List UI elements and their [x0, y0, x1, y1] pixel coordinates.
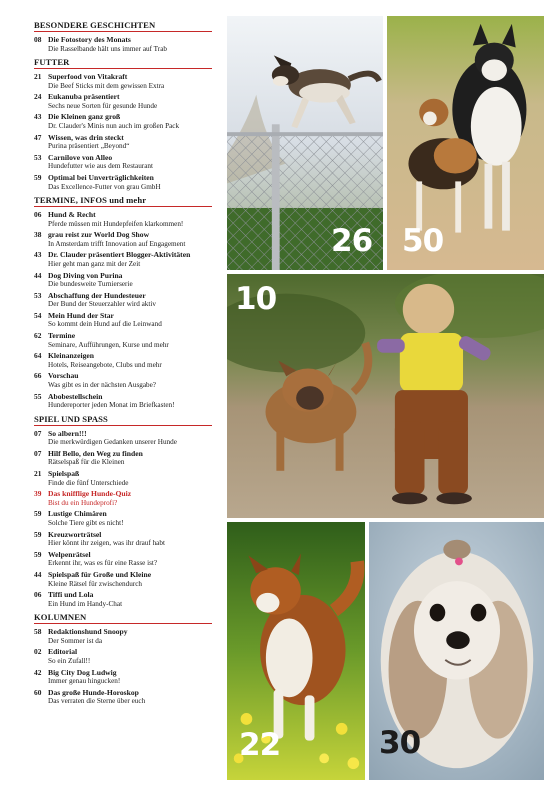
- page-number: 43: [34, 250, 42, 260]
- page-number: 43: [34, 112, 42, 122]
- entry-subtitle: Dr. Clauder's Minis nun auch im großen Pack: [48, 121, 180, 130]
- toc-entry[interactable]: [34, 113, 212, 130]
- toc-entry[interactable]: [34, 669, 212, 686]
- page-number: 08: [34, 35, 42, 44]
- toc-entry[interactable]: [34, 470, 212, 487]
- page-number: 21: [34, 72, 42, 81]
- toc-entry[interactable]: [34, 628, 212, 645]
- toc-entry[interactable]: [34, 372, 212, 389]
- entry-title: Termine: [48, 331, 76, 341]
- page-number-label: 26: [331, 223, 373, 259]
- page-number: 42: [34, 667, 42, 677]
- toc-entry[interactable]: [34, 490, 212, 507]
- entry-subtitle: In Amsterdam trifft Innovation auf Engagement: [48, 239, 186, 248]
- entry-subtitle: Die Rasselbande hält uns immer auf Trab: [48, 44, 167, 53]
- toc-entry[interactable]: [34, 591, 212, 608]
- entry-title: Big City Dog Ludwig: [48, 667, 117, 677]
- entry-subtitle: Hundefutter wie aus dem Restaurant: [48, 162, 153, 171]
- page-number: 54: [34, 310, 42, 320]
- toc-section: [34, 195, 212, 410]
- toc-entry[interactable]: [34, 292, 212, 309]
- toc-entry[interactable]: [34, 393, 212, 410]
- entry-subtitle: Solche Tiere gibt es nicht!: [48, 518, 124, 527]
- toc-section: [34, 20, 212, 53]
- shih-tzu-portrait-photo[interactable]: [367, 520, 546, 782]
- entry-subtitle: Seminare, Aufführungen, Kurse und mehr: [48, 340, 169, 349]
- toc-entry[interactable]: [34, 571, 212, 588]
- page-number: 21: [34, 469, 42, 478]
- toc-section: [34, 612, 212, 706]
- page-number: 60: [34, 687, 42, 697]
- entry-subtitle: Die merkwürdigen Gedanken unserer Hunde: [48, 438, 177, 447]
- entry-title: Superfood von Vitakraft: [48, 72, 128, 81]
- entry-subtitle: Hundereporter jeden Monat im Briefkasten!: [48, 401, 175, 410]
- toc-entry[interactable]: [34, 73, 212, 90]
- entry-subtitle: So ein Zufall!!: [48, 656, 91, 665]
- toddler-with-puppy-photo[interactable]: [225, 272, 546, 520]
- entry-title: So albern!!!: [48, 428, 87, 438]
- toc-entry[interactable]: [34, 272, 212, 289]
- toc-entry[interactable]: [34, 551, 212, 568]
- toc-entry[interactable]: [34, 211, 212, 228]
- section-heading: SPIEL UND SPASS: [34, 414, 212, 426]
- entry-subtitle: Die bundesweite Turnierserie: [48, 280, 133, 289]
- toc-entry[interactable]: [34, 430, 212, 447]
- entry-title: Kleinanzeigen: [48, 351, 94, 361]
- section-heading: FUTTER: [34, 57, 212, 69]
- entry-title: Welpenrätsel: [48, 549, 91, 559]
- page-number: 47: [34, 132, 42, 142]
- toc-entry[interactable]: [34, 648, 212, 665]
- page-number: 59: [34, 509, 42, 519]
- toc-entry[interactable]: [34, 231, 212, 248]
- toc-section: [34, 414, 212, 609]
- husky-jumping-fence-photo[interactable]: [225, 14, 385, 272]
- toc-entry[interactable]: [34, 689, 212, 706]
- toc-entry[interactable]: [34, 450, 212, 467]
- toc-entry[interactable]: [34, 134, 212, 151]
- entry-title: Optimal bei Unverträglichkeiten: [48, 172, 154, 182]
- toc-entry[interactable]: [34, 154, 212, 171]
- page-number-label: 30: [379, 725, 421, 761]
- entry-subtitle: Pferde müssen mit Hundepfeifen klarkommen!: [48, 219, 184, 228]
- entry-title: Abschaffung der Hundesteuer: [48, 290, 146, 300]
- entry-title: Die Fotostory des Monats: [48, 35, 131, 44]
- entry-title: Hilf Bello, den Weg zu finden: [48, 448, 143, 458]
- entry-subtitle: Kleine Rätsel für zwischendurch: [48, 579, 143, 588]
- page-number: 07: [34, 428, 42, 438]
- toc-entry[interactable]: [34, 312, 212, 329]
- entry-subtitle: Sechs neue Sorten für gesunde Hunde: [48, 101, 158, 110]
- entry-title: grau reist zur World Dog Show: [48, 230, 150, 240]
- entry-subtitle: Der Bund der Steuerzahler wird aktiv: [48, 300, 156, 309]
- entry-subtitle: Das verraten die Sterne über euch: [48, 697, 146, 706]
- entry-title: Eukanuba präsentiert: [48, 92, 120, 102]
- entry-title: Spielspaß: [48, 469, 80, 478]
- entry-subtitle: Ein Hund im Handy-Chat: [48, 599, 123, 608]
- entry-title: Dog Diving von Purina: [48, 270, 123, 280]
- entry-subtitle: Rätselspaß für die Kleinen: [48, 458, 125, 467]
- entry-subtitle: Das Excellence-Futter von grau GmbH: [48, 182, 161, 191]
- page-number: 06: [34, 590, 42, 600]
- entry-subtitle: Der Sommer ist da: [48, 636, 103, 645]
- entry-subtitle: Hier könnt ihr zeigen, was ihr drauf habt: [48, 539, 165, 548]
- section-heading: TERMINE, INFOS und mehr: [34, 195, 212, 207]
- entry-subtitle: Hotels, Reiseangebote, Clubs und mehr: [48, 360, 162, 369]
- toc-entry[interactable]: [34, 251, 212, 268]
- entry-subtitle: So kommt dein Hund auf die Leinwand: [48, 320, 162, 329]
- entry-title: Kreuzworträtsel: [48, 529, 102, 539]
- page-number: 53: [34, 152, 42, 162]
- entry-subtitle: Purina präsentiert „Beyond“: [48, 142, 130, 151]
- entry-title: Abobestellschein: [48, 391, 103, 401]
- entry-subtitle: Bist du ein Hundeprofi?: [48, 498, 118, 507]
- page-number: 44: [34, 569, 42, 579]
- page-number: 64: [34, 351, 42, 361]
- page-number: 62: [34, 331, 42, 341]
- husky-and-beagle-playing-photo[interactable]: [385, 14, 546, 272]
- entry-subtitle: Was gibt es in der nächsten Ausgabe?: [48, 381, 157, 390]
- page-number: 44: [34, 270, 42, 280]
- toc-entry[interactable]: [34, 332, 212, 349]
- entry-title: Wissen, was drin steckt: [48, 132, 124, 142]
- toc-section: [34, 57, 212, 191]
- entry-subtitle: Erkennt ihr, was es für eine Rasse ist?: [48, 559, 158, 568]
- page-number: 02: [34, 647, 42, 657]
- entry-title: Die Kleinen ganz groß: [48, 112, 121, 122]
- page-number: 58: [34, 627, 42, 637]
- entry-title: Lustige Chimären: [48, 509, 107, 519]
- toc-entry[interactable]: [34, 352, 212, 369]
- entry-title: Vorschau: [48, 371, 79, 381]
- page-number: 38: [34, 230, 42, 240]
- entry-title: Dr. Clauder präsentiert Blogger-Aktivitäten: [48, 250, 191, 260]
- entry-title: Hund & Recht: [48, 209, 96, 219]
- entry-title: Mein Hund der Star: [48, 310, 114, 320]
- page-number: 55: [34, 391, 42, 401]
- section-heading: KOLUMNEN: [34, 612, 212, 624]
- page-number: 59: [34, 549, 42, 559]
- page-number: 59: [34, 172, 42, 182]
- entry-title: Carnilove von Alleo: [48, 152, 113, 162]
- entry-title: Das große Hunde-Horoskop: [48, 687, 139, 697]
- page-number: 66: [34, 371, 42, 381]
- toc-entry[interactable]: [34, 36, 212, 53]
- page-number-label: 10: [235, 281, 277, 317]
- table-of-contents: [34, 20, 212, 710]
- entry-title: Redaktionshund Snoopy: [48, 627, 128, 637]
- australian-shepherd-in-flowers-photo[interactable]: [225, 520, 367, 782]
- page-number-label: 50: [402, 223, 444, 259]
- toc-entry[interactable]: [34, 510, 212, 527]
- toc-entry[interactable]: [34, 531, 212, 548]
- page-number: 53: [34, 290, 42, 300]
- entry-title: Editorial: [48, 647, 78, 657]
- entry-subtitle: Finde die fünf Unterschiede: [48, 478, 129, 487]
- page-number: 39: [34, 489, 42, 499]
- entry-subtitle: Hier geht man ganz mit der Zeit: [48, 259, 141, 268]
- entry-title: Tiffi und Lola: [48, 590, 94, 600]
- section-heading: BESONDERE GESCHICHTEN: [34, 20, 212, 32]
- page-number-label: 22: [239, 727, 281, 763]
- entry-subtitle: Die Beef Sticks mit dem gewissen Extra: [48, 81, 165, 90]
- page-number: 59: [34, 529, 42, 539]
- page-number: 06: [34, 209, 42, 219]
- toc-entry[interactable]: [34, 174, 212, 191]
- entry-title: Das knifflige Hunde-Quiz: [48, 489, 132, 499]
- page-number: 07: [34, 448, 42, 458]
- entry-title: Spielspaß für Große und Kleine: [48, 569, 152, 579]
- entry-subtitle: Immer genau hingucken!: [48, 677, 121, 686]
- page-number: 24: [34, 92, 42, 102]
- toc-entry[interactable]: [34, 93, 212, 110]
